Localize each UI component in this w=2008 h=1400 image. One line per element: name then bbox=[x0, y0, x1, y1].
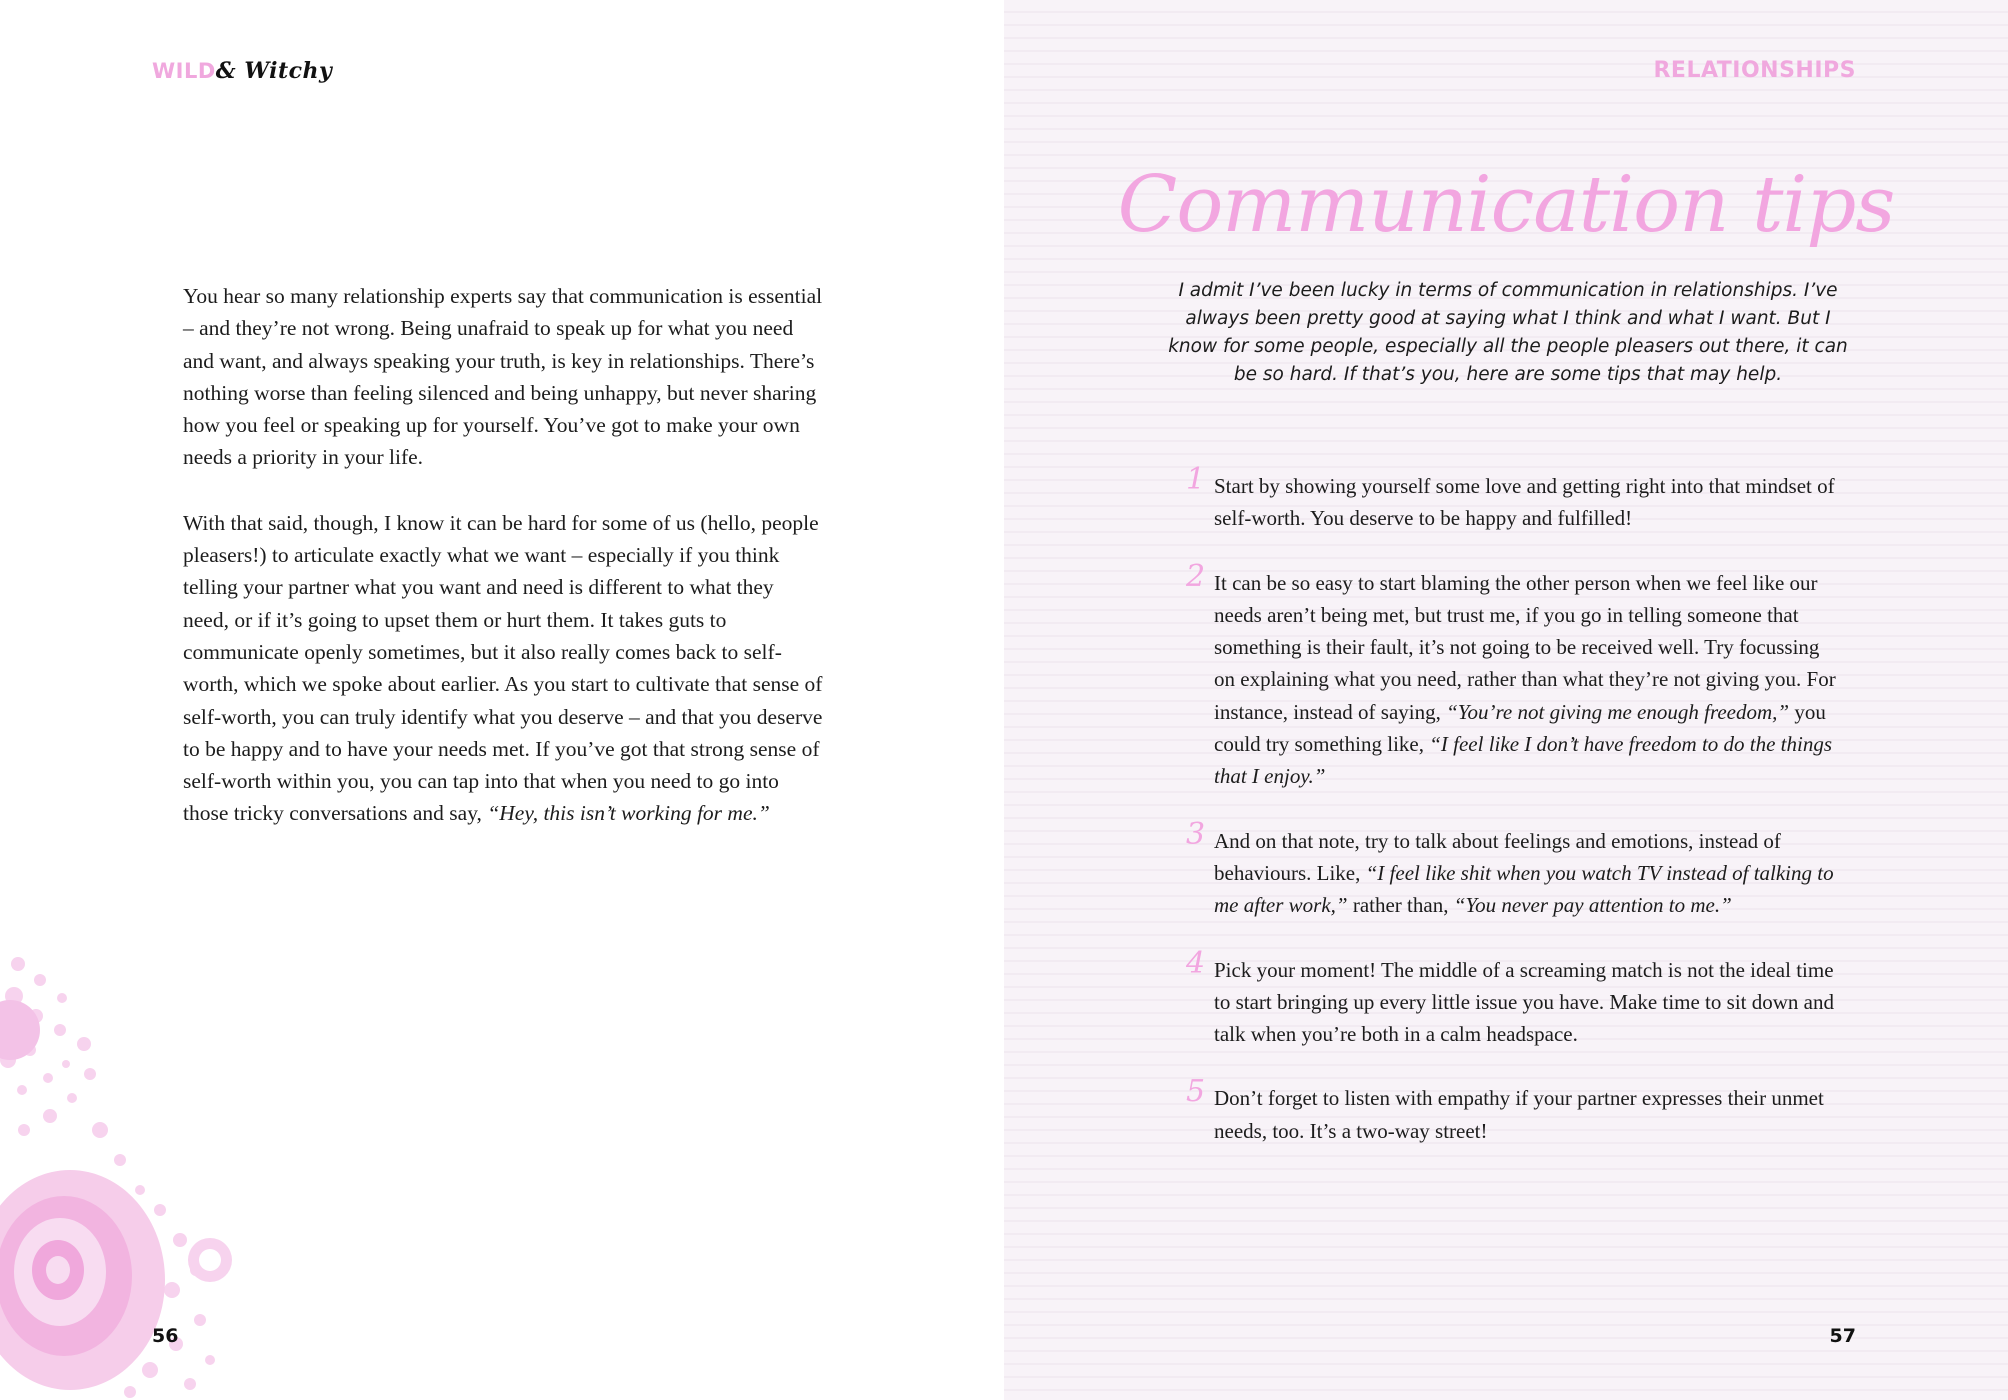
text-run: You hear so many relationship experts say that communication is essential – and they’re not wrong. Being unafraid to speak up for what you need and want, and always speaking your truth, is key in relationships. There’s nothing worse than feeling silenced and being unhappy, but never sharing how you feel or speaking up for yourself. You’ve got to make your own needs a priority in your life. bbox=[183, 284, 823, 470]
page-number-right: 57 bbox=[1829, 1325, 1856, 1347]
body-paragraph bbox=[183, 280, 823, 474]
italic-quote: “You never pay attention to me.” bbox=[1453, 893, 1732, 918]
text-run: Pick your moment! The middle of a screaming match is not the ideal time to start bringing up every little issue you have. Make time to sit down and talk when you’re both in a calm headspace. bbox=[1214, 957, 1834, 1047]
tip-number: 2 bbox=[1186, 558, 1206, 594]
text-run: Don’t forget to listen with empathy if your partner expresses their unmet needs, too. It’s a two-way street! bbox=[1214, 1086, 1824, 1143]
tip-number: 4 bbox=[1186, 945, 1206, 981]
italic-quote: “You’re not giving me enough freedom,” bbox=[1446, 699, 1790, 724]
tip-text bbox=[1214, 571, 1836, 789]
brand-wild: WILD bbox=[152, 59, 216, 83]
text-run: It can be so easy to start blaming the other person when we feel like our needs aren’t being met, but trust me, if you go in telling someone that something is their fault, it’s not going to be received well. Try focussing on explaining what you need, rather than what they’re not giving you. For instance, instead of saying, bbox=[1214, 570, 1836, 724]
brand-logo bbox=[152, 58, 332, 84]
tip-text bbox=[1214, 829, 1834, 918]
tip-number: 1 bbox=[1186, 462, 1206, 497]
tip-item bbox=[1186, 558, 1836, 793]
pink-dot-decoration bbox=[0, 940, 260, 1400]
italic-quote: “Hey, this isn’t working for me.” bbox=[487, 801, 770, 826]
tip-text bbox=[1214, 1086, 1824, 1142]
text-run: And on that note, try to talk about feelings and emotions, instead of behaviours. Like, bbox=[1214, 828, 1781, 885]
tip-item bbox=[1186, 462, 1836, 535]
page-title: Communication tips bbox=[1117, 160, 1895, 250]
tips-list bbox=[1186, 462, 1836, 1179]
brand-witchy: & Witchy bbox=[215, 58, 333, 84]
tip-text bbox=[1214, 474, 1835, 530]
right-page bbox=[1004, 0, 2008, 1400]
italic-quote: “I feel like I don’t have freedom to do the things that I enjoy.” bbox=[1214, 732, 1833, 789]
italic-quote: “I feel like shit when you watch TV instead of talking to me after work,” bbox=[1214, 860, 1834, 918]
page-number-left: 56 bbox=[152, 1325, 179, 1347]
tip-item bbox=[1186, 816, 1836, 922]
text-run: rather than, bbox=[1347, 893, 1454, 918]
left-body-text bbox=[183, 280, 823, 863]
section-header: RELATIONSHIPS bbox=[1653, 58, 1856, 83]
body-paragraph bbox=[183, 507, 823, 830]
text-run: With that said, though, I know it can be hard for some of us (hello, people pleasers!) to articulate exactly what we want – especially if you think telling your partner what you want and need is different to what they need, or if it’s going to upset them or hurt them. It takes guts to communicate openly sometimes, but it also really comes back to self-worth, which we spoke about earlier. As you start to cultivate that sense of self-worth, you can truly identify what you deserve – and that you deserve to be happy and to have your needs met. If you’ve got that strong sense of self-worth within you, you can tap into that when you need to go into those tricky conversations and say, bbox=[183, 510, 823, 826]
tip-number: 5 bbox=[1186, 1074, 1206, 1110]
tip-text bbox=[1214, 958, 1834, 1047]
text-run: you could try something like, bbox=[1214, 699, 1826, 757]
tip-item bbox=[1186, 1074, 1836, 1147]
tip-number: 3 bbox=[1186, 816, 1206, 852]
tip-item bbox=[1186, 945, 1836, 1051]
text-run: Start by showing yourself some love and getting right into that mindset of self-worth. You deserve to be happy and fulfilled! bbox=[1214, 474, 1835, 531]
intro-text: I admit I’ve been lucky in terms of communication in relationships. I’ve always been pretty good at saying what I think and what I want. But I know for some people, especially all the people pleasers out there, it can be so hard. If that’s you, here are some tips that may help. bbox=[1168, 280, 1848, 385]
